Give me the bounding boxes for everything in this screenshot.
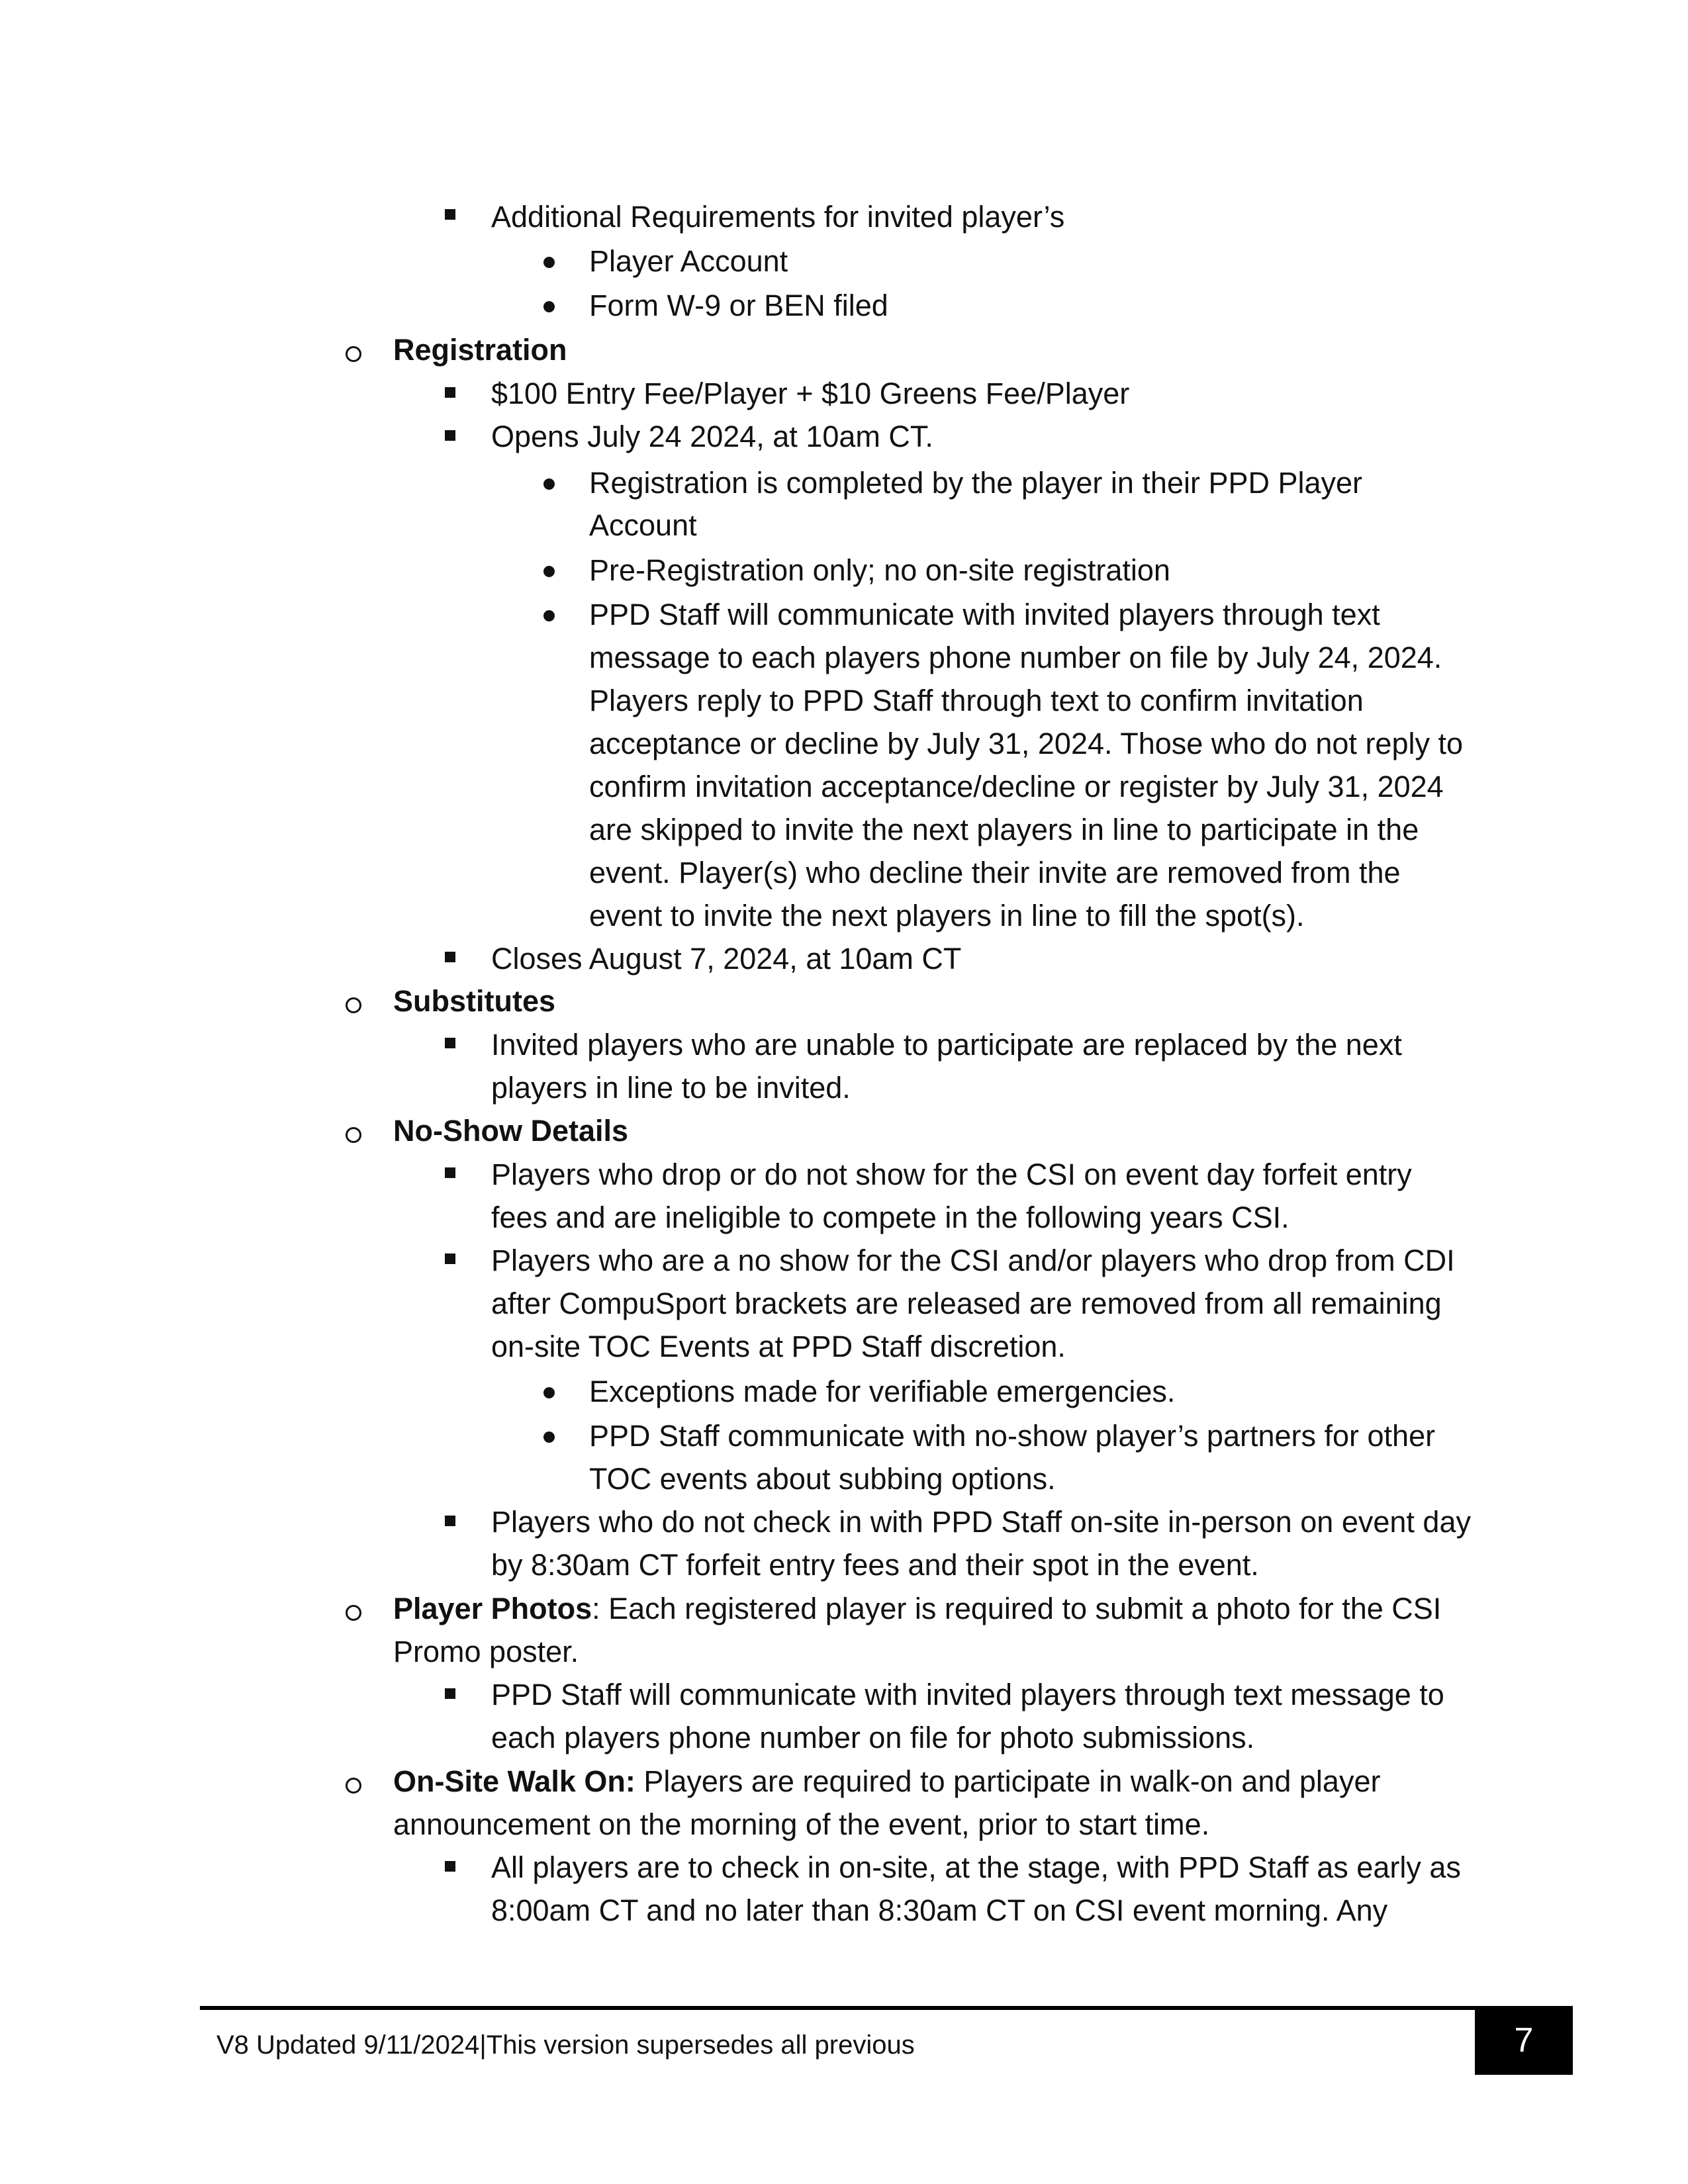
list-item-continued: Account [589,508,697,542]
player-photos-paragraph [393,1587,1441,1631]
square-bullet-icon [445,430,455,441]
registration-opens: Opens July 24 2024, at 10am CT. [491,420,933,453]
list-item-continued: message to each players phone number on file by July 24, 2024. [589,641,1442,674]
circle-bullet-icon [346,346,361,362]
dot-bullet-icon [543,301,555,312]
dot-bullet-icon [543,566,555,577]
list-item: Registration is completed by the player in their PPD Player [589,466,1363,500]
list-item: Exceptions made for verifiable emergencies. [589,1375,1176,1408]
circle-bullet-icon [346,1778,361,1794]
square-bullet-icon [445,952,455,962]
player-photos-text-continued: Promo poster. [393,1635,579,1668]
footer-version-text: V8 Updated 9/11/2024|This version supersedes all previous [216,2030,915,2060]
player-photos-heading: Player Photos [393,1592,592,1625]
dot-bullet-icon [543,478,555,490]
list-item-continued: TOC events about subbing options. [589,1462,1056,1496]
dot-bullet-icon [543,1432,555,1443]
square-bullet-icon [445,1861,455,1872]
circle-bullet-icon [346,1605,361,1621]
list-item-continued: each players phone number on file for photo submissions. [491,1721,1255,1754]
no-show-heading: No-Show Details [393,1114,629,1148]
list-item-continued: acceptance or decline by July 31, 2024. Those who do not reply to [589,727,1464,760]
footer-divider [200,2006,1573,2010]
dot-bullet-icon [543,1387,555,1398]
square-bullet-icon [445,1516,455,1526]
substitutes-heading: Substitutes [393,984,556,1018]
list-item-continued: on-site TOC Events at PPD Staff discretion. [491,1330,1066,1363]
additional-requirements-label: Additional Requirements for invited player’s [491,200,1065,234]
player-photos-text: : Each registered player is required to submit a photo for the CSI [592,1592,1442,1625]
square-bullet-icon [445,209,455,220]
list-item: Form W-9 or BEN filed [589,289,888,322]
registration-closes: Closes August 7, 2024, at 10am CT [491,942,962,976]
list-item: PPD Staff communicate with no-show player’s partners for other [589,1419,1436,1453]
walk-on-heading: On-Site Walk On: [393,1764,635,1798]
list-item: PPD Staff will communicate with invited players through text [589,598,1380,631]
page-number: 7 [1475,2006,1573,2075]
list-item-continued: after CompuSport brackets are released are removed from all remaining [491,1287,1442,1320]
list-item-continued: event to invite the next players in line to fill the spot(s). [589,899,1305,933]
list-item-continued: Players reply to PPD Staff through text to confirm invitation [589,684,1364,717]
walk-on-paragraph [393,1760,1380,1803]
list-item-continued: by 8:30am CT forfeit entry fees and their spot in the event. [491,1548,1259,1582]
list-item: Pre-Registration only; no on-site registration [589,553,1170,587]
circle-bullet-icon [346,1127,361,1143]
square-bullet-icon [445,1167,455,1178]
registration-heading: Registration [393,333,567,367]
list-item-continued: players in line to be invited. [491,1071,851,1105]
dot-bullet-icon [543,610,555,621]
list-item: Players who are a no show for the CSI and/or players who drop from CDI [491,1244,1455,1277]
list-item: Players who drop or do not show for the CSI on event day forfeit entry [491,1158,1412,1191]
walk-on-text-continued: announcement on the morning of the event, prior to start time. [393,1807,1210,1841]
registration-fee: $100 Entry Fee/Player + $10 Greens Fee/Player [491,377,1130,410]
list-item-continued: confirm invitation acceptance/decline or register by July 31, 2024 [589,770,1444,803]
list-item: Player Account [589,244,788,278]
square-bullet-icon [445,1038,455,1048]
walk-on-text: Players are required to participate in walk-on and player [635,1764,1381,1798]
list-item: Players who do not check in with PPD Staff on-site in-person on event day [491,1505,1471,1539]
list-item: Invited players who are unable to participate are replaced by the next [491,1028,1402,1062]
dot-bullet-icon [543,257,555,268]
square-bullet-icon [445,1688,455,1699]
circle-bullet-icon [346,997,361,1013]
list-item-continued: event. Player(s) who decline their invite are removed from the [589,856,1401,889]
square-bullet-icon [445,1253,455,1264]
square-bullet-icon [445,387,455,398]
list-item-continued: are skipped to invite the next players in line to participate in the [589,813,1419,846]
list-item-continued: 8:00am CT and no later than 8:30am CT on CSI event morning. Any [491,1893,1388,1927]
list-item-continued: fees and are ineligible to compete in the following years CSI. [491,1201,1289,1234]
list-item: All players are to check in on-site, at the stage, with PPD Staff as early as [491,1850,1461,1884]
list-item: PPD Staff will communicate with invited players through text message to [491,1678,1444,1711]
